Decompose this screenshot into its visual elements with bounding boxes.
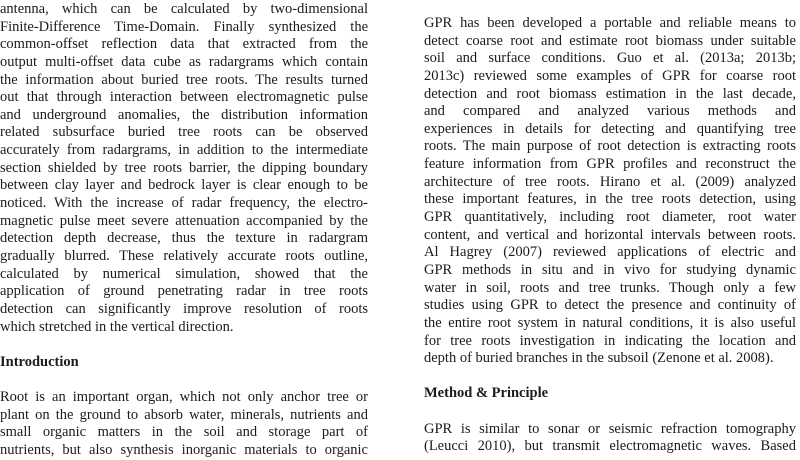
text-line: application of ground penetrating radar in tree roots <box>0 283 368 300</box>
paragraph <box>424 421 796 456</box>
text-line: small organic matters in the soil and storage part of <box>0 424 368 441</box>
text-line: water in soil, roots and tree trunks. Though only a few <box>424 279 796 296</box>
introduction-heading: Introduction <box>0 353 79 370</box>
right-text-column <box>424 0 796 456</box>
text-line: output multi-offset data cube as radargrams which contain <box>0 53 368 70</box>
text-line: studies using GPR to detect the presence and continuity of <box>424 297 796 314</box>
text-line: the information about buried tree roots. The results turned <box>0 71 368 88</box>
text-line: nutrients, but also synthesis inorganic materials to organic <box>0 442 368 459</box>
text-line: (Leucci 2010), but transmit electromagnetic waves. Based <box>424 438 796 455</box>
text-line: roots. The main purpose of root detection is extracting roots <box>424 138 796 155</box>
text-line: GPR methods in situ and in vivo for studying dynamic <box>424 261 796 278</box>
text-line: calculated by numerical simulation, showed that the <box>0 265 368 282</box>
text-line: which stretched in the vertical direction. <box>0 318 234 335</box>
text-line: section shielded by tree roots barrier, the dipping boundary <box>0 159 368 176</box>
left-text-column <box>0 0 368 460</box>
text-line: Root is an important organ, which not only anchor tree or <box>0 389 368 406</box>
text-line: feature information from GPR profiles and reconstruct the <box>424 156 796 173</box>
text-line: GPR has been developed a portable and reliable means to <box>424 15 796 31</box>
text-line: out that through interaction between electromagnetic pulse <box>0 89 368 106</box>
text-line: soil and surface conditions. Guo et al. (2013a; 2013b; <box>424 50 796 67</box>
text-line: Al Hagrey (2007) reviewed applications of electric and <box>424 244 796 261</box>
text-line: these important features, in the tree roots detection, using <box>424 191 796 208</box>
text-line: common-offset reflection data that extracted from the <box>0 36 368 53</box>
text-line: magnetic pulse meet severe attenuation accompanied by the <box>0 212 368 229</box>
paragraph <box>424 15 796 368</box>
text-line: for tree roots investigation in indicating the location and <box>424 332 796 349</box>
text-line: Finite-Difference Time-Domain. Finally synthesized the <box>0 18 368 35</box>
text-line: accurately from radargrams, in addition to the intermediate <box>0 142 368 159</box>
method-principle-heading: Method & Principle <box>424 385 549 402</box>
text-line: detect coarse root and estimate root biomass under suitable <box>424 32 796 49</box>
text-line: noticed. With the increase of radar frequency, the electro- <box>0 195 368 212</box>
text-line: GPR quantitatively, including root diameter, root water <box>424 209 796 226</box>
text-line: plant on the ground to absorb water, minerals, nutrients and <box>0 406 368 423</box>
text-line: gradually blurred. These relatively accurate roots outline, <box>0 247 368 264</box>
text-line: 2013c) reviewed some examples of GPR for coarse root <box>424 67 796 84</box>
text-line: experiences in details for detecting and quantifying tree <box>424 120 796 137</box>
text-line: related subsurface buried tree roots can be observed <box>0 124 368 141</box>
text-line: antenna, which can be calculated by two-dimensional <box>0 1 368 17</box>
text-line: and underground anomalies, the distribution information <box>0 106 368 123</box>
text-line: detection can significantly improve resolution of roots <box>0 300 368 317</box>
text-line: GPR is similar to sonar or seismic refraction tomography <box>424 420 796 437</box>
text-line: detection and root biomass estimation in the last decade, <box>424 85 796 102</box>
text-line: the entire root system in natural conditions, it is also useful <box>424 314 796 331</box>
text-line: between clay layer and bedrock layer is clear enough to be <box>0 177 368 194</box>
text-line: detection depth decrease, thus the texture in radargram <box>0 230 368 247</box>
text-line: architecture of tree roots. Hirano et al. (2009) analyzed <box>424 173 796 190</box>
paragraph <box>0 1 368 336</box>
text-line: and compared and analyzed various methods and <box>424 103 796 120</box>
paragraph <box>0 389 368 460</box>
text-line: content, and vertical and horizontal intervals between roots. <box>424 226 796 243</box>
text-line: depth of buried branches in the subsoil (Zenone et al. 2008). <box>424 350 774 367</box>
